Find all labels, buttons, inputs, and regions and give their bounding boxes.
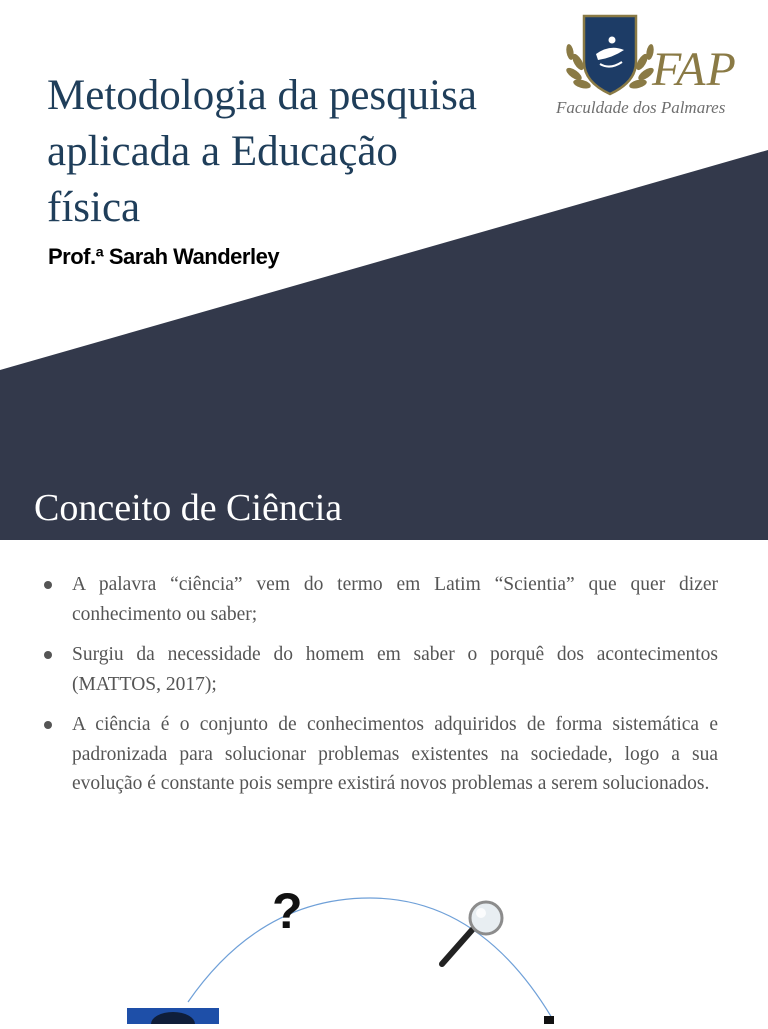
bullet-text: Surgiu da necessidade do homem em saber o porquê dos acontecimentos (MATTOS, 2017); (72, 644, 718, 695)
svg-text:?: ? (272, 883, 303, 939)
bullet-dot (44, 721, 52, 729)
science-cycle-diagram (0, 850, 768, 1024)
bullet-list (40, 570, 718, 810)
author-name: Prof.ª Sarah Wanderley (48, 244, 280, 269)
section-title: Conceito de Ciência (34, 487, 343, 529)
logo-subtitle: Faculdade dos Palmares (556, 98, 726, 117)
bullet-text: A palavra “ciência” vem do termo em Latim “Scientia” que quer dizer conhecimento ou saber; (72, 574, 718, 625)
list-item (40, 710, 718, 799)
diagram-canvas (0, 850, 768, 1024)
person-photo (127, 1008, 219, 1024)
bullet-text: A ciência é o conjunto de conhecimentos adquiridos de forma sistemática e padronizada para solucionar problemas existentes na sociedade, logo a sua evolução é constante pois sempre existirá novos problemas a serem solucionados. (72, 714, 718, 794)
list-item (40, 640, 718, 699)
magnifying-glass-icon (442, 902, 502, 964)
shield-laurel-icon (560, 14, 660, 98)
exclamation-icon (544, 1016, 554, 1024)
institution-logo (556, 14, 761, 122)
bullet-dot (44, 581, 52, 589)
list-item (40, 570, 718, 629)
presentation-title: Metodologia da pesquisa aplicada a Educação física (47, 72, 477, 231)
bullet-dot (44, 651, 52, 659)
logo-brand-text: FAP (652, 43, 737, 96)
question-mark-icon (272, 883, 303, 939)
